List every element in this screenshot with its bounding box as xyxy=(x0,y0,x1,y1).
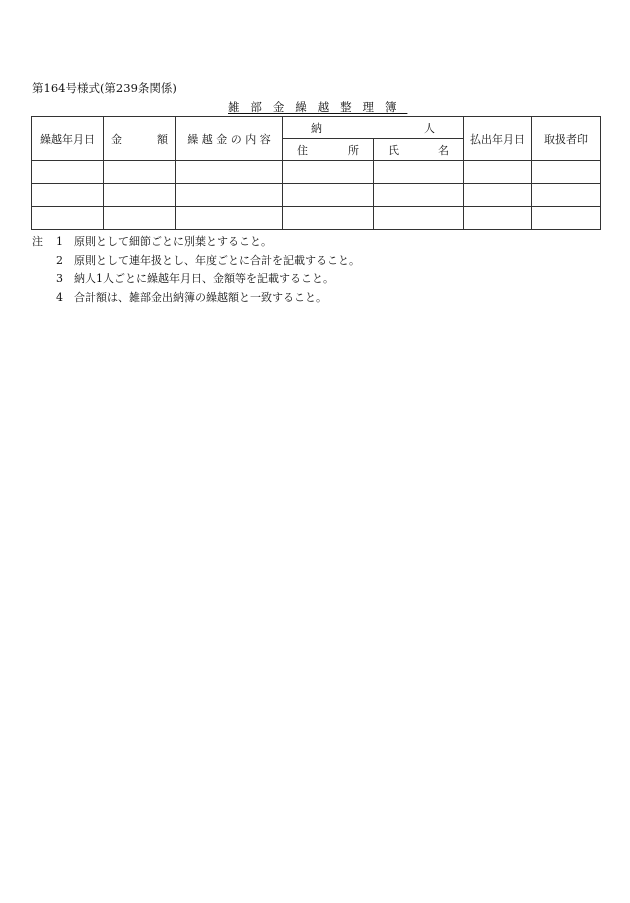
note-number: 1 xyxy=(56,235,63,248)
note-item xyxy=(32,252,360,271)
note-text: 原則として細節ごとに別葉とすること。 xyxy=(74,235,272,248)
note-text: 原則として連年扱とし、年度ごとに合計を記載すること。 xyxy=(74,253,360,267)
header-handler-seal: 取扱者印 xyxy=(532,117,601,161)
table-cell xyxy=(104,184,176,207)
note-number: 2 xyxy=(56,253,63,267)
header-address-right: 所 xyxy=(348,143,359,157)
header-name-left: 氏 xyxy=(388,143,399,157)
header-payout-date: 払出年月日 xyxy=(464,117,532,161)
table-cell xyxy=(176,161,283,184)
header-payer-left: 納 xyxy=(311,121,322,135)
table-row xyxy=(32,161,601,184)
note-number: 4 xyxy=(56,291,63,305)
header-carryover-date: 繰越年月日 xyxy=(32,117,104,161)
table-cell xyxy=(32,207,104,230)
table-row xyxy=(32,207,601,230)
header-amount-left: 金 xyxy=(111,132,122,146)
note-number: 3 xyxy=(56,272,63,286)
table-row xyxy=(32,184,601,207)
table-cell xyxy=(532,184,601,207)
table-cell xyxy=(532,161,601,184)
form-number: 第164号様式(第239条関係) xyxy=(32,81,177,95)
table-cell xyxy=(532,207,601,230)
table-cell xyxy=(104,161,176,184)
header-payer xyxy=(283,117,464,139)
header-payer-right: 人 xyxy=(424,121,435,135)
table-cell xyxy=(283,161,374,184)
table-cell xyxy=(176,184,283,207)
table-cell xyxy=(464,184,532,207)
note-text: 合計額は、雑部金出納簿の繰越額と一致すること。 xyxy=(74,291,327,305)
notes xyxy=(32,233,360,308)
form-title: 雑部金繰越整理簿 xyxy=(228,100,408,114)
header-amount xyxy=(104,117,176,161)
table-cell xyxy=(176,207,283,230)
header-name xyxy=(374,139,464,161)
table-cell xyxy=(374,184,464,207)
table-cell xyxy=(374,161,464,184)
table-cell xyxy=(464,207,532,230)
table-cell xyxy=(374,207,464,230)
header-name-right: 名 xyxy=(438,143,449,157)
table-cell xyxy=(32,161,104,184)
note-item xyxy=(32,233,360,252)
notes-label: 注 xyxy=(32,235,43,248)
register-table xyxy=(31,116,601,230)
note-text: 納人1人ごとに繰越年月日、金額等を記載すること。 xyxy=(74,272,334,286)
header-carryover-content: 繰 越 金 の 内 容 xyxy=(176,117,283,161)
note-item xyxy=(32,270,360,289)
table-cell xyxy=(283,184,374,207)
table-cell xyxy=(283,207,374,230)
table-cell xyxy=(464,161,532,184)
header-address xyxy=(283,139,374,161)
table-cell xyxy=(104,207,176,230)
header-amount-right: 額 xyxy=(157,132,168,146)
table-cell xyxy=(32,184,104,207)
header-address-left: 住 xyxy=(297,143,308,157)
note-item xyxy=(32,289,360,308)
